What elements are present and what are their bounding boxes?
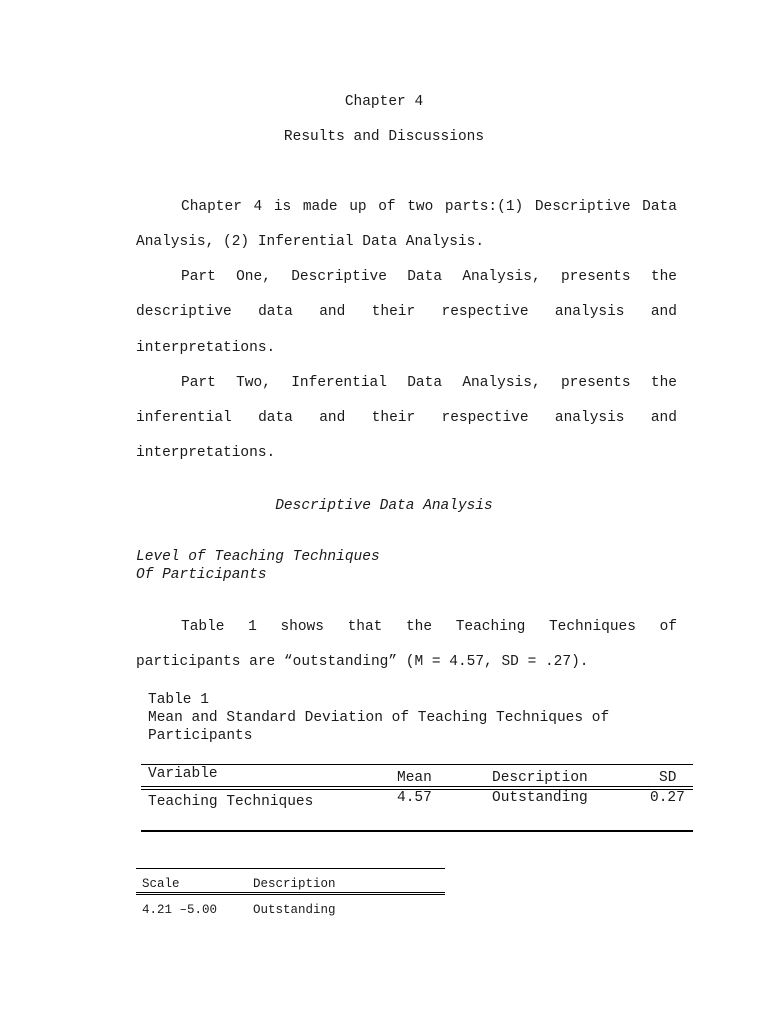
word: One, [236,269,271,285]
intro-paragraph-1-line-2: Analysis, (2) Inferential Data Analysis. [136,234,485,250]
section-paragraph-line-2: participants are “outstanding” (M = 4.57, SD = .27). [136,654,589,670]
word: Data [407,375,443,391]
word: and [650,410,677,426]
word: 4 [253,199,263,215]
word: Analysis, [462,375,541,391]
word: of [378,199,396,215]
word: inferential [136,410,232,426]
word: Chapter [181,199,242,215]
word: the [650,269,677,285]
table-1-header-mean: Mean [397,770,432,786]
intro-paragraph-3-line-2 [136,409,677,427]
table-1-cell-description: Outstanding [492,790,588,806]
table-1-label: Table 1 [148,692,209,708]
chapter-number: Chapter 4 [344,94,424,110]
word: descriptive [136,304,232,320]
word: and [650,304,677,320]
subheading-line-1: Level of Teaching Techniques [136,549,380,565]
word: respective [441,304,529,320]
word: their [371,410,416,426]
table-1-header-sd: SD [659,770,677,786]
table-1-header-rule-1 [141,786,693,787]
word: parts:(1) [444,199,524,215]
intro-paragraph-2-line-1 [181,268,677,286]
word: Two, [236,375,271,391]
table-1-cell-variable: Teaching Techniques [148,794,314,810]
intro-paragraph-3-line-1 [181,374,677,392]
section-title: Descriptive Data Analysis [275,498,493,514]
word: the [405,619,433,635]
scale-table-top-rule [136,868,445,869]
word: is [273,199,292,215]
chapter-title: Results and Discussions [283,129,485,145]
word: and [319,410,346,426]
scale-table-cell-scale: 4.21 –5.00 [142,903,218,917]
word: Descriptive [534,199,631,215]
word: Teaching [455,619,526,635]
word: Part [181,269,216,285]
table-1-top-rule [141,764,693,765]
intro-paragraph-3-line-3: interpretations. [136,445,276,461]
table-1-header-variable: Variable [148,766,218,782]
intro-paragraph-2-line-3: interpretations. [136,340,276,356]
table-1-caption-line-1: Mean and Standard Deviation of Teaching Techniques of [148,710,610,726]
word: Inferential [291,375,387,391]
word: Descriptive [291,269,387,285]
word: presents [560,375,631,391]
word: their [371,304,416,320]
word: two [407,199,434,215]
word: Techniques [548,619,636,635]
word: that [347,619,383,635]
word: respective [441,410,529,426]
word: analysis [554,304,625,320]
table-1-bottom-rule [141,830,693,832]
scale-table-header-rule-1 [136,892,445,893]
word: data [258,304,293,320]
word: analysis [554,410,625,426]
word: the [650,375,677,391]
word: data [258,410,293,426]
scale-table-header-description: Description [253,877,336,891]
word: presents [560,269,631,285]
word: Part [181,375,216,391]
word: Data [642,199,677,215]
word: made [302,199,338,215]
word: up [349,199,367,215]
word: 1 [248,619,257,635]
word: Table [181,619,225,635]
word: of [659,619,677,635]
scale-table-header-rule-2 [136,894,445,895]
scale-table-header-scale: Scale [142,877,180,891]
word: shows [280,619,324,635]
word: and [319,304,346,320]
table-1-caption-line-2: Participants [148,728,253,744]
subheading-line-2: Of Participants [136,567,267,583]
table-1-cell-mean: 4.57 [397,790,432,806]
intro-paragraph-1-line-1 [181,198,677,216]
word: Data [407,269,443,285]
intro-paragraph-2-line-2 [136,303,677,321]
section-paragraph-line-1 [181,618,677,636]
table-1-cell-sd: 0.27 [650,790,685,806]
table-1-header-description: Description [492,770,588,786]
scale-table-cell-description: Outstanding [253,903,336,917]
word: Analysis, [462,269,541,285]
